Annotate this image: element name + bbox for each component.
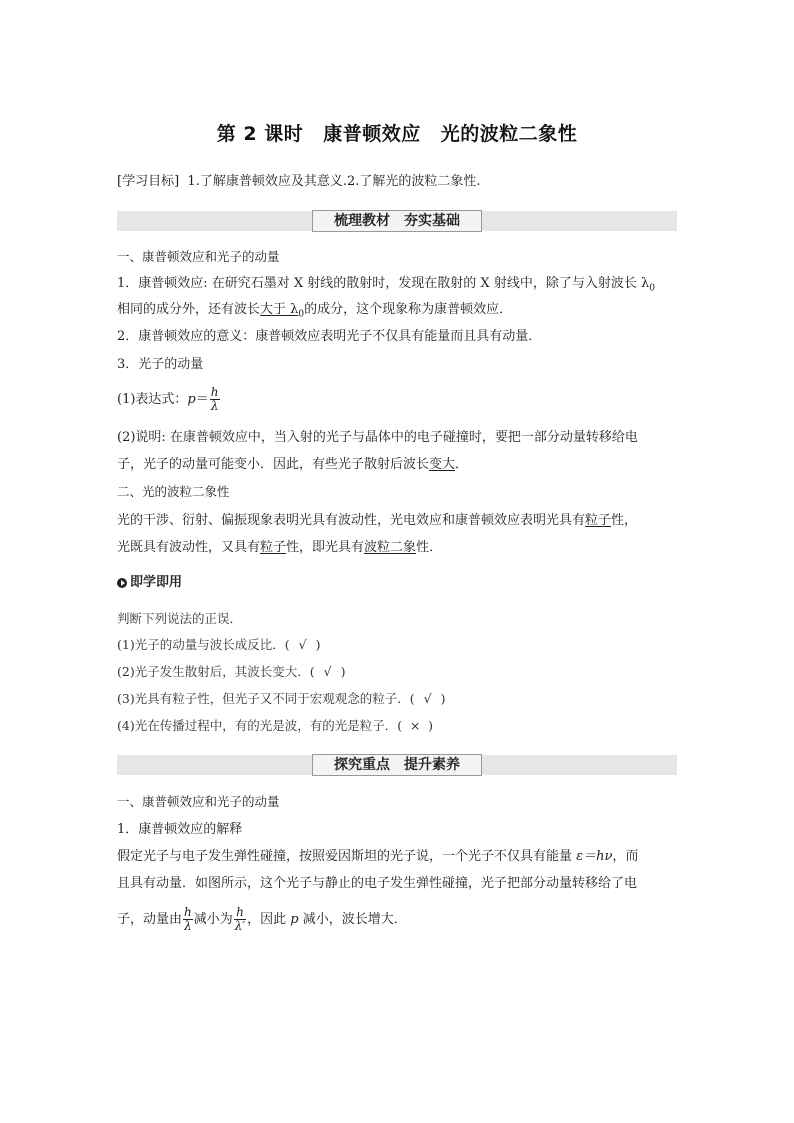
energy-formula: ε＝hν — [576, 849, 613, 864]
banner-1-label: 梳理教材 夯实基础 — [312, 210, 482, 232]
objectives-text: 1.了解康普顿效应及其意义.2.了解光的波粒二象性. — [187, 174, 481, 189]
sec1-p3: 3．光子的动量 — [117, 357, 204, 372]
answer-particle-1: 粒子 — [585, 513, 612, 528]
sec3-subheading: 1．康普顿效应的解释 — [117, 822, 243, 837]
sec1-p3-2-line1: (2)说明: 在康普顿效应中，当入射的光子与晶体中的电子碰撞时，要把一部分动量转移给电 — [117, 430, 638, 445]
title-lesson: 第 2 课时 — [216, 123, 304, 145]
answer-becomes-larger: 变大 — [429, 457, 456, 472]
objectives-label: [学习目标] — [117, 174, 180, 189]
learning-objectives — [117, 172, 481, 192]
check-mark-icon: √ — [323, 664, 332, 679]
cross-mark-icon: × — [409, 718, 421, 733]
sec3-line2: 且具有动量．如图所示，这个光子与静止的电子发生弹性碰撞，光子把部分动量转移给了电 — [117, 876, 638, 891]
sec1-momentum-formula: (1)表达式：p＝ $\frac{h}{\lambda}$ — [117, 385, 219, 413]
sec2-line1: 光的干涉、衍射、偏振现象表明光具有波动性，光电效应和康普顿效应表明光具有粒子性， — [117, 513, 638, 528]
sec3-line1: 假定光子与电子发生弹性碰撞，按照爱因斯坦的光子说，一个光子不仅具有能量 ε＝hν，而 — [117, 849, 639, 864]
fraction-h-over-lambda-prime: $\frac{h}{\lambda'}$ — [234, 905, 246, 933]
title-topic-1: 康普顿效应 — [323, 123, 421, 145]
section-banner-1 — [117, 211, 677, 231]
check-mark-icon: √ — [423, 691, 432, 706]
answer-wave-particle-duality: 波粒二象 — [364, 540, 417, 555]
practice-item-2: (2)光子发生散射后，其波长变大．( √ ) — [117, 662, 345, 682]
sec1-p1-line2: 相同的成分外，还有波长大于 $\lambda_0$的成分，这个现象称为康普顿效应． — [117, 302, 513, 320]
sec1-p2: 2．康普顿效应的意义：康普顿效应表明光子不仅具有能量而且具有动量． — [117, 329, 542, 344]
check-mark-icon: √ — [298, 637, 307, 652]
practice-item-3: (3)光具有粒子性，但光子又不同于宏观观念的粒子．( √ ) — [117, 689, 445, 709]
title-topic-2: 光的波粒二象性 — [440, 123, 578, 145]
answer-particle-2: 粒子 — [260, 540, 287, 555]
sec2-heading: 二、光的波粒二象性 — [117, 484, 230, 499]
practice-item-1: (1)光子的动量与波长成反比．( √ ) — [117, 635, 320, 655]
banner-2-label: 探究重点 提升素养 — [312, 754, 482, 776]
practice-item-4: (4)光在传播过程中，有的光是波，有的光是粒子．( × ) — [117, 716, 433, 736]
sec1-p3-2-line2: 子，光子的动量可能变小．因此，有些光子散射后波长变大． — [117, 457, 469, 472]
sec1-p1-line1: 1．康普顿效应: 在研究石墨对 X 射线的散射时，发现在散射的 X 射线中，除了与入射波长 $\lambda_0$ — [117, 276, 655, 294]
section-banner-2 — [117, 755, 677, 775]
page-title — [0, 119, 794, 146]
practice-intro: 判断下列说法的正误． — [117, 611, 243, 626]
fraction-h-over-lambda: $\frac{h}{\lambda}$ — [184, 905, 192, 933]
sec1-heading: 一、康普顿效应和光子的动量 — [117, 249, 280, 264]
answer-larger-wavelength: 大于 $\lambda_0$ — [260, 302, 305, 320]
fraction-h-over-lambda: $\frac{h}{\lambda}$ — [210, 385, 219, 413]
play-circle-icon — [117, 578, 127, 588]
sec2-line2: 光既具有波动性，又具有粒子性，即光具有波粒二象性． — [117, 540, 443, 555]
sec3-line3: 子，动量由 $\frac{h}{\lambda}$ 减小为 $\frac{h}{\lambda'}$ ，因此 p 减小，波长增大． — [117, 905, 407, 933]
sec3-heading: 一、康普顿效应和光子的动量 — [117, 794, 280, 809]
practice-heading: 即学即用 — [117, 573, 182, 593]
